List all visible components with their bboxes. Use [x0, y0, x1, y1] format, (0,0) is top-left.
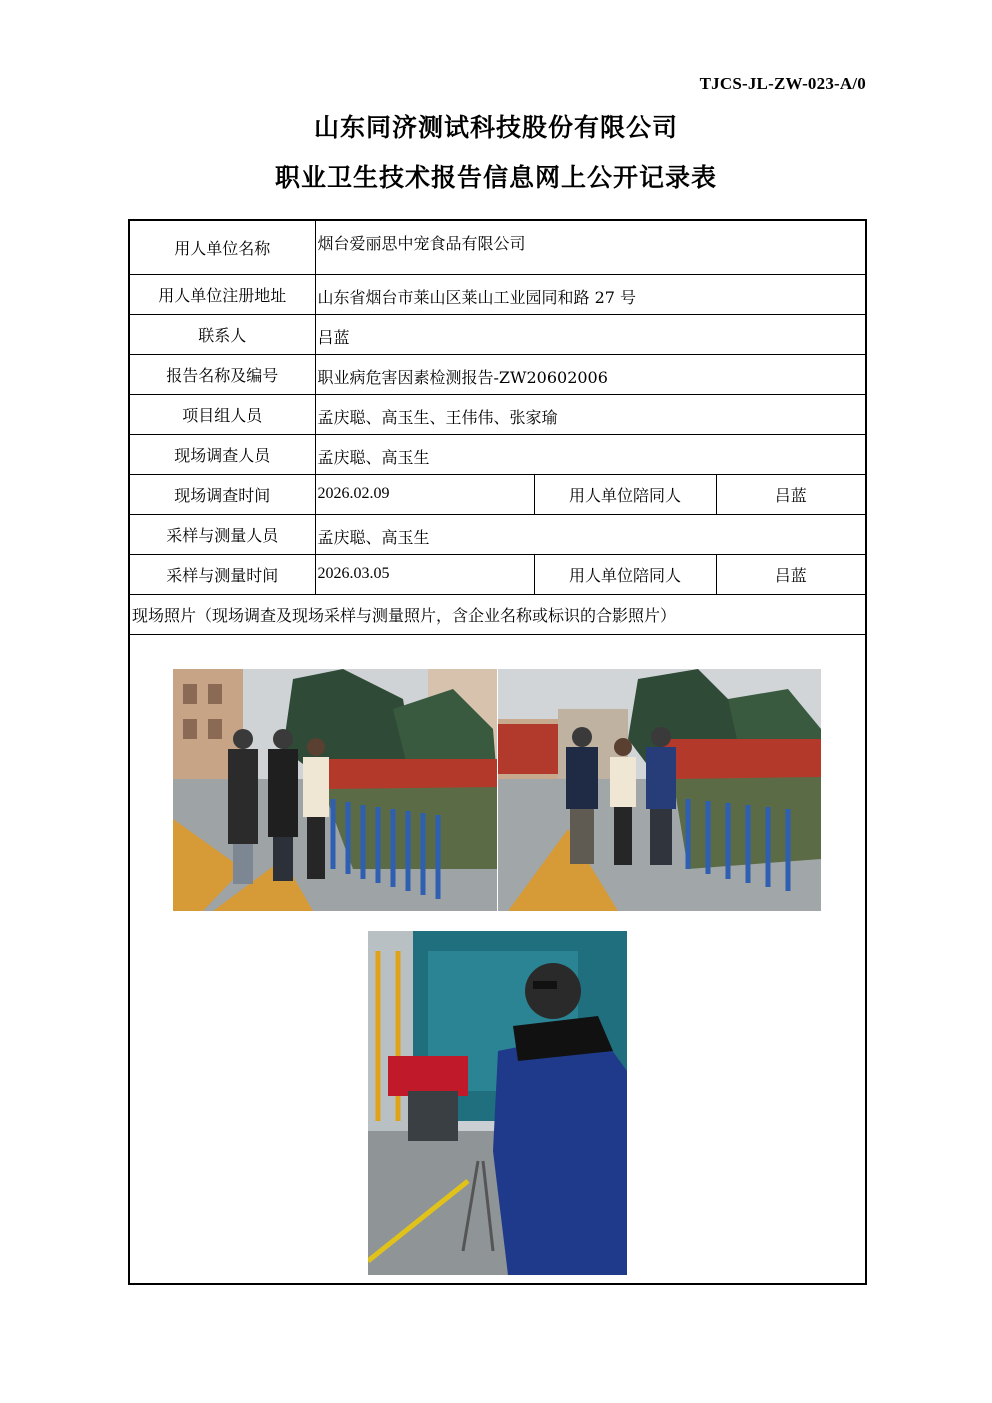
survey-companion-value: 吕蓝 — [716, 475, 866, 515]
survey-staff-label: 现场调查人员 — [129, 435, 315, 475]
survey-staff-value: 孟庆聪、高玉生 — [315, 435, 866, 475]
sampling-staff-label: 采样与测量人员 — [129, 515, 315, 555]
unit-name-value: 烟台爱丽思中宠食品有限公司 — [315, 220, 866, 275]
sampling-staff-value: 孟庆聪、高玉生 — [315, 515, 866, 555]
row-sampling-time — [129, 555, 866, 595]
team-value: 孟庆聪、高玉生、王伟伟、张家瑜 — [315, 395, 866, 435]
row-photos-header — [129, 595, 866, 635]
unit-address-value: 山东省烟台市莱山区莱山工业园同和路 27 号 — [315, 275, 866, 315]
survey-time-value: 2026.02.09 — [315, 475, 534, 515]
document-code: TJCS-JL-ZW-023-A/0 — [699, 74, 866, 93]
contact-label: 联系人 — [129, 315, 315, 355]
row-unit-name — [129, 220, 866, 275]
row-team — [129, 395, 866, 435]
sampling-time-value: 2026.03.05 — [315, 555, 534, 595]
unit-address-label: 用人单位注册地址 — [129, 275, 315, 315]
report-label: 报告名称及编号 — [129, 355, 315, 395]
row-contact — [129, 315, 866, 355]
survey-companion-label: 用人单位陪同人 — [534, 475, 716, 515]
unit-name-label: 用人单位名称 — [129, 220, 315, 275]
row-survey-staff — [129, 435, 866, 475]
survey-time-label: 现场调查时间 — [129, 475, 315, 515]
sampling-companion-value: 吕蓝 — [716, 555, 866, 595]
row-survey-time — [129, 475, 866, 515]
site-survey-photo — [173, 669, 497, 911]
row-photos — [129, 635, 866, 1285]
company-title: 山东同济测试科技股份有限公司 — [313, 113, 678, 142]
row-sampling-staff — [129, 515, 866, 555]
record-table — [128, 219, 867, 1285]
photo-area — [130, 635, 865, 1283]
sampling-time-label: 采样与测量时间 — [129, 555, 315, 595]
contact-value: 吕蓝 — [315, 315, 866, 355]
form-title: 职业卫生技术报告信息网上公开记录表 — [274, 163, 717, 192]
sampling-companion-label: 用人单位陪同人 — [534, 555, 716, 595]
row-unit-address — [129, 275, 866, 315]
photos-label: 现场照片（现场调查及现场采样与测量照片，含企业名称或标识的合影照片） — [129, 595, 866, 635]
site-sampling-photo — [498, 669, 821, 911]
row-report — [129, 355, 866, 395]
photos-cell — [129, 635, 866, 1285]
team-label: 项目组人员 — [129, 395, 315, 435]
report-value: 职业病危害因素检测报告-ZW20602006 — [315, 355, 866, 395]
measurement-photo — [368, 931, 627, 1275]
